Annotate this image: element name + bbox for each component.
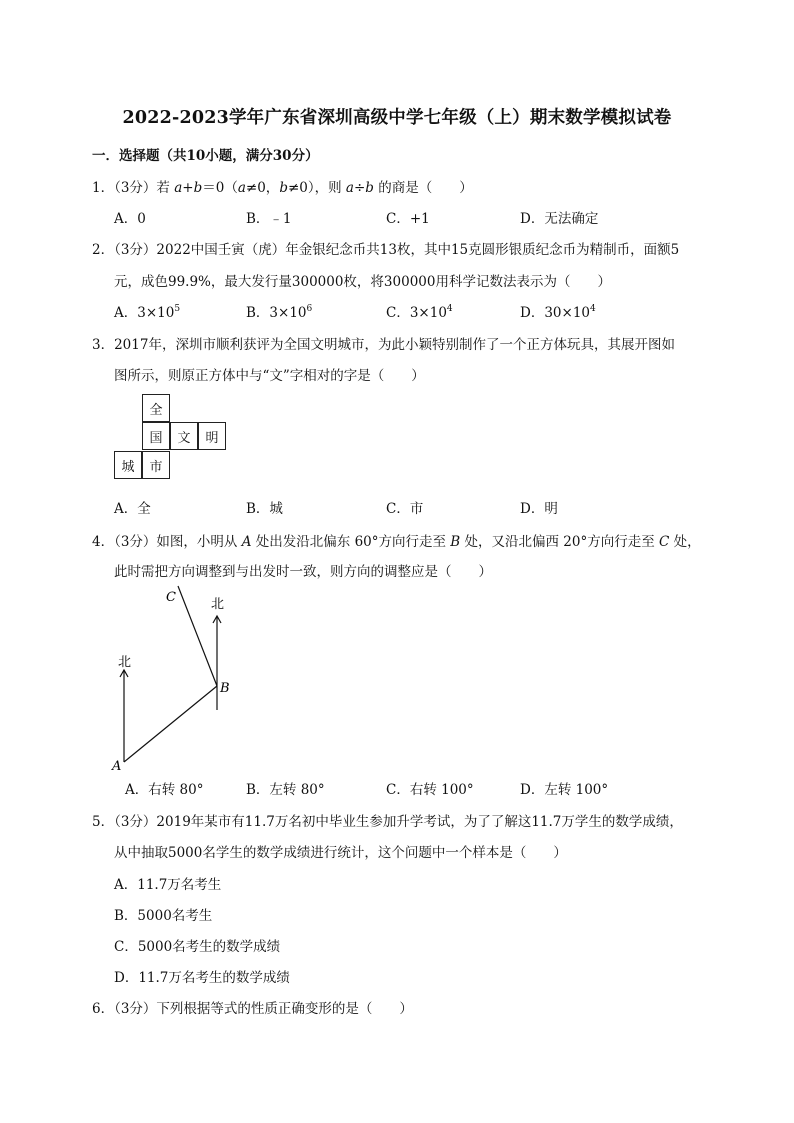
question-2-option-d[interactable]: D．$30\times 10^4$ — [520, 303, 596, 321]
question-4-option-b[interactable]: B．左转 80° — [246, 782, 325, 798]
page-title: 2022-2023学年广东省深圳高级中学七年级（上）期末数学模拟试卷 — [122, 108, 672, 128]
net-cell-wen: 文 — [170, 422, 198, 450]
question-4-stem-line-2: 此时需把方向调整到与出发时一致，则方向的调整应是（ ） — [114, 564, 492, 580]
net-cell-quan: 全 — [142, 394, 170, 422]
direction-diagram — [100, 582, 260, 774]
question-6-stem: 6．（3分）下列根据等式的性质正确变形的是（ ） — [92, 1001, 413, 1017]
net-cell-ming: 明 — [198, 422, 226, 450]
question-4-option-a[interactable]: A．右转 80° — [125, 782, 204, 798]
point-label-c: C — [166, 590, 176, 605]
question-5-option-d[interactable]: D．11.7万名考生的数学成绩 — [114, 970, 290, 986]
path-a-to-b — [124, 686, 217, 762]
question-1-option-b[interactable]: B．﹣1 — [246, 211, 292, 227]
point-label-b: B — [220, 681, 230, 696]
north-label-a: 北 — [118, 655, 132, 670]
question-1-option-d[interactable]: D．无法确定 — [520, 211, 599, 227]
net-cell-cheng: 城 — [114, 451, 142, 479]
section-heading: 一．选择题（共10小题，满分30分） — [92, 148, 319, 164]
question-4-stem-line-1: 4．（3分）如图，小明从 A 处出发沿北偏东 60°方向行走至 B 处，又沿北偏西 20°方向行走至 C 处， — [92, 534, 701, 550]
question-5-option-c[interactable]: C．5000名考生的数学成绩 — [114, 939, 281, 955]
question-2-option-a[interactable]: A．$3\times 10^5$ — [114, 303, 181, 321]
question-3-option-d[interactable]: D．明 — [520, 501, 558, 517]
question-2-option-c[interactable]: C．$3\times 10^4$ — [386, 303, 453, 321]
net-cell-guo: 国 — [142, 422, 170, 450]
question-5-stem-line-1: 5．（3分）2019年某市有11.7万名初中毕业生参加升学考试，为了了解这11.7万学生的数学成绩， — [92, 814, 683, 830]
question-3-option-b[interactable]: B．城 — [246, 501, 283, 517]
question-3-stem-line-2: 图所示，则原正方体中与“文”字相对的字是（ ） — [114, 368, 425, 384]
question-4-option-d[interactable]: D．左转 100° — [520, 782, 609, 798]
question-5-option-b[interactable]: B．5000名考生 — [114, 908, 213, 924]
question-1-option-a[interactable]: A．0 — [114, 211, 146, 227]
question-2-stem-line-2: 元，成色99.9%，最大发行量300000枚，将300000用科学记数法表示为（ ） — [114, 274, 611, 290]
question-5-stem-line-2: 从中抽取5000名学生的数学成绩进行统计，这个问题中一个样本是（ ） — [114, 845, 567, 861]
question-3-stem-line-1: 3．2017年，深圳市顺利获评为全国文明城市，为此小颖特别制作了一个正方体玩具，其展开图如 — [92, 337, 675, 353]
question-1-option-c[interactable]: C．+1 — [386, 211, 430, 227]
north-label-b: 北 — [211, 597, 225, 612]
question-3-option-a[interactable]: A．全 — [114, 501, 151, 517]
question-5-option-a[interactable]: A．11.7万名考生 — [114, 877, 222, 893]
question-4-option-c[interactable]: C．右转 100° — [386, 782, 474, 798]
net-cell-shi: 市 — [142, 451, 170, 479]
question-1-stem: 1．（3分）若 a+b＝0（a≠0，b≠0），则 a÷b 的商是（ ） — [92, 180, 473, 196]
question-2-option-b[interactable]: B．$3\times 10^6$ — [246, 303, 313, 321]
point-label-a: A — [112, 759, 122, 774]
question-3-option-c[interactable]: C．市 — [386, 501, 424, 517]
question-2-stem-line-1: 2．（3分）2022中国壬寅（虎）年金银纪念币共13枚，其中15克圆形银质纪念币为精制币，面额5 — [92, 242, 680, 258]
